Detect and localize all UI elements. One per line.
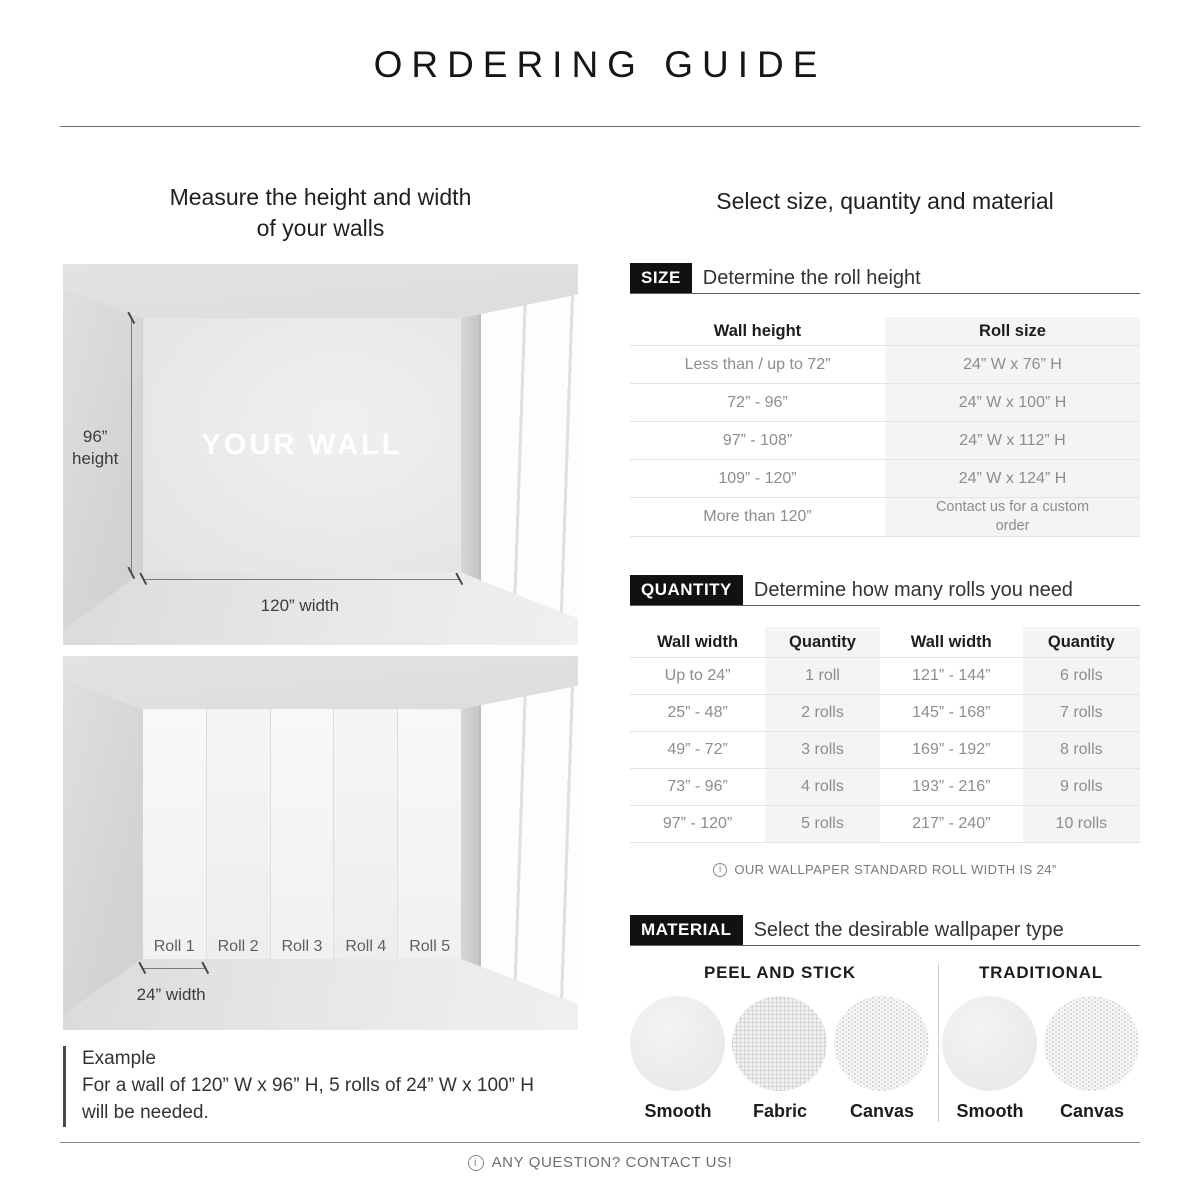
height-dimension-line <box>131 318 132 573</box>
roll-size-cell: 24” W x 124” H <box>885 460 1140 497</box>
wall-width-cell: 25” - 48” <box>667 704 728 721</box>
peel-and-stick-group <box>630 963 930 1122</box>
size-label-badge: SIZE <box>630 263 692 293</box>
quantity-cell: 4 rolls <box>765 769 880 805</box>
material-groups <box>630 963 1140 1122</box>
quantity-cell: 5 rolls <box>765 806 880 842</box>
example-note <box>63 1046 578 1127</box>
quantity-section-header <box>630 575 1140 606</box>
wall-height-cell: Less than / up to 72” <box>684 355 831 373</box>
bottom-divider <box>60 1142 1140 1143</box>
roll-size-cell: 24” W x 100” H <box>885 384 1140 421</box>
traditional-group <box>942 963 1140 1122</box>
wall-width-cell: 121” - 144” <box>912 667 991 684</box>
info-icon <box>468 1155 484 1171</box>
roll-panel-label: Roll 3 <box>281 937 323 955</box>
wall-width-header: Wall width <box>910 632 992 651</box>
canvas-texture-icon <box>834 996 929 1091</box>
height-dimension-label <box>63 426 127 470</box>
table-header-row <box>630 317 1140 345</box>
room-diagram-measure <box>63 264 578 645</box>
traditional-title: TRADITIONAL <box>978 963 1103 982</box>
wall-height-cell: 97” - 108” <box>722 431 793 449</box>
swatch-canvas <box>1044 996 1140 1122</box>
table-row <box>630 768 1140 805</box>
wallpaper-roll-panels <box>142 709 461 959</box>
quantity-description: Determine how many rolls you need <box>753 578 1073 601</box>
swatch-label: Smooth <box>956 1101 1024 1121</box>
quantity-cell: 6 rolls <box>1023 658 1140 694</box>
table-row <box>630 345 1140 383</box>
material-section-header <box>630 915 1140 946</box>
size-section <box>630 263 1140 537</box>
roll-panel-4 <box>333 709 397 959</box>
roll-width-dimension-label: 24” width <box>136 984 206 1004</box>
roll-panel-1 <box>143 709 206 959</box>
table-header-row <box>630 627 1140 657</box>
quantity-cell: 3 rolls <box>765 732 880 768</box>
wall-height-header: Wall height <box>713 321 802 340</box>
quantity-table <box>630 627 1140 843</box>
wall-width-cell: 73” - 96” <box>667 778 728 795</box>
roll-panel-3 <box>270 709 334 959</box>
swatch-canvas <box>834 996 930 1122</box>
table-row <box>630 383 1140 421</box>
material-group-divider <box>938 963 939 1122</box>
swatch-smooth <box>942 996 1038 1122</box>
table-row <box>630 657 1140 694</box>
material-label-badge: MATERIAL <box>630 915 743 945</box>
left-heading-line2: of your walls <box>256 215 385 242</box>
height-word: height <box>72 449 119 469</box>
quantity-cell: 10 rolls <box>1023 806 1140 842</box>
wall-width-cell: 145” - 168” <box>912 704 991 721</box>
example-line2: will be needed. <box>82 1101 209 1123</box>
wall-width-cell: 217” - 240” <box>912 815 991 832</box>
table-row <box>630 421 1140 459</box>
quantity-header: Quantity <box>765 627 880 657</box>
swatch-label: Canvas <box>849 1101 915 1121</box>
roll-panel-label: Roll 5 <box>409 937 451 955</box>
footer-contact <box>0 1154 1200 1171</box>
roll-width-note-text: OUR WALLPAPER STANDARD ROLL WIDTH IS 24” <box>734 862 1057 877</box>
left-column-heading <box>63 182 578 244</box>
wall-width-cell: 49” - 72” <box>667 741 728 758</box>
material-description: Select the desirable wallpaper type <box>753 918 1064 941</box>
roll-size-cell: 24” W x 112” H <box>885 422 1140 459</box>
wall-width-cell: 97” - 120” <box>662 815 733 832</box>
left-heading-line1: Measure the height and width <box>169 184 472 210</box>
wall-width-cell: 169” - 192” <box>912 741 991 758</box>
roll-width-note <box>630 862 1140 877</box>
info-icon <box>713 863 727 877</box>
swatch-label: Smooth <box>644 1101 712 1121</box>
quantity-cell: 7 rolls <box>1023 695 1140 731</box>
smooth-texture-icon <box>942 996 1037 1091</box>
smooth-texture-icon <box>630 996 725 1091</box>
right-column-heading: Select size, quantity and material <box>716 188 1054 214</box>
roll-size-text: Contact us for a custom order <box>935 499 1090 534</box>
swatch-label: Fabric <box>752 1101 808 1121</box>
roll-panel-label: Roll 2 <box>217 937 259 955</box>
page-title: ORDERING GUIDE <box>373 44 827 85</box>
swatch-label: Canvas <box>1059 1101 1125 1121</box>
roll-size-cell <box>885 498 1140 536</box>
width-dimension-label: 120” width <box>260 595 340 615</box>
roll-size-header: Roll size <box>885 317 1140 345</box>
height-value: 96” <box>82 426 108 446</box>
top-divider <box>60 126 1140 127</box>
width-dimension-line <box>143 579 459 580</box>
wall-width-cell: Up to 24” <box>664 667 731 684</box>
peel-and-stick-title: PEEL AND STICK <box>704 963 856 982</box>
canvas-texture-icon <box>1044 996 1139 1091</box>
wall-width-cell: 193” - 216” <box>912 778 991 795</box>
example-line1: For a wall of 120” W x 96” H, 5 rolls of 24” W x 100” H <box>82 1074 534 1096</box>
wall-width-header: Wall width <box>657 632 739 651</box>
roll-panel-5 <box>397 709 461 959</box>
wall-height-cell: 72” - 96” <box>727 393 788 411</box>
quantity-cell: 2 rolls <box>765 695 880 731</box>
material-section <box>630 915 1140 1122</box>
roll-width-dimension-line <box>142 968 206 969</box>
your-wall-label: YOUR WALL <box>201 428 403 461</box>
swatch-fabric <box>732 996 828 1122</box>
footer-contact-text: ANY QUESTION? CONTACT US! <box>491 1154 733 1171</box>
swatch-smooth <box>630 996 726 1122</box>
table-row <box>630 694 1140 731</box>
roll-panel-2 <box>206 709 270 959</box>
example-title: Example <box>82 1048 156 1069</box>
size-section-header <box>630 263 1140 294</box>
size-description: Determine the roll height <box>702 266 921 289</box>
quantity-section <box>630 575 1140 877</box>
quantity-label-badge: QUANTITY <box>630 575 743 605</box>
your-wall <box>142 318 461 573</box>
wall-height-cell: 109” - 120” <box>718 469 797 487</box>
quantity-cell: 9 rolls <box>1023 769 1140 805</box>
size-table <box>630 317 1140 537</box>
roll-size-cell: 24” W x 76” H <box>885 346 1140 383</box>
wall-height-cell: More than 120” <box>703 507 812 525</box>
table-row <box>630 731 1140 768</box>
roll-panel-label: Roll 1 <box>153 937 195 955</box>
table-row <box>630 459 1140 497</box>
table-row <box>630 805 1140 842</box>
swatch-row <box>630 996 930 1122</box>
quantity-cell: 8 rolls <box>1023 732 1140 768</box>
fabric-texture-icon <box>732 996 827 1091</box>
quantity-header: Quantity <box>1023 627 1140 657</box>
room-diagram-rolls <box>63 656 578 1030</box>
quantity-cell: 1 roll <box>765 658 880 694</box>
roll-panel-label: Roll 4 <box>345 937 387 955</box>
table-row <box>630 497 1140 536</box>
swatch-row <box>942 996 1140 1122</box>
